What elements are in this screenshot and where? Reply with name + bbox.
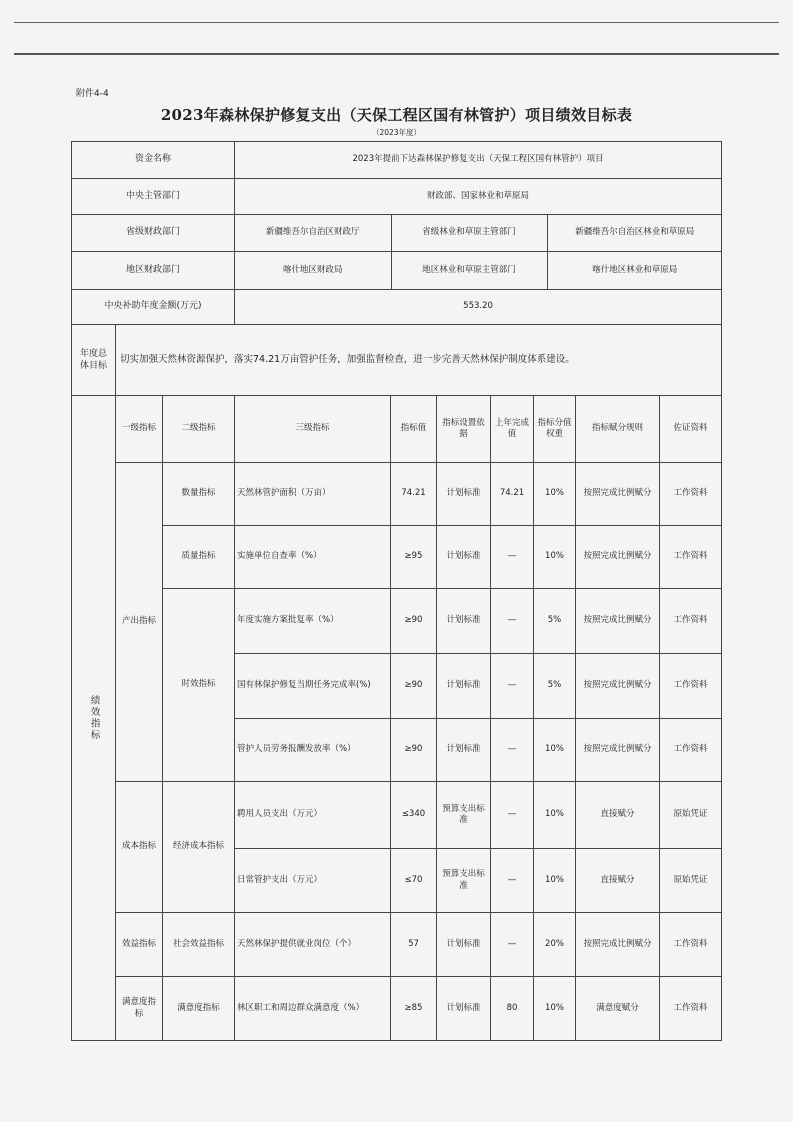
row-value: ≥95 [391, 526, 437, 589]
local-forestry-value: 喀什地区林业和草原局 [547, 252, 722, 289]
row-basis: 计划标准 [437, 913, 491, 977]
level2-economic-cost: 经济成本指标 [163, 782, 235, 913]
row-name: 日常管护支出（万元） [235, 849, 391, 913]
row-prev: — [491, 849, 534, 913]
row-name: 天然林管护面积（万亩） [235, 463, 391, 526]
row-rule: 按照完成比例赋分 [576, 526, 660, 589]
row-prev: — [491, 589, 534, 654]
row-value: ≥90 [391, 654, 437, 719]
header-prev: 上年完成值 [491, 396, 534, 463]
row-rule: 按照完成比例赋分 [576, 913, 660, 977]
level2-timeliness: 时效指标 [163, 589, 235, 782]
objective-text: 切实加强天然林资源保护，落实74.21万亩管护任务，加强监督检查，进一步完善天然林保护制度体系建设。 [116, 325, 722, 396]
performance-table [71, 141, 722, 1041]
amount-value: 553.20 [235, 290, 722, 325]
indicators-section-label: 绩效指标 [72, 396, 116, 1041]
row-evidence: 工作资料 [660, 654, 722, 719]
row-basis: 计划标准 [437, 719, 491, 782]
row-prev: — [491, 654, 534, 719]
row-weight: 10% [534, 719, 576, 782]
prov-forestry-label: 省级林业和草原主管部门 [391, 215, 547, 251]
row-prev: 80 [491, 977, 534, 1041]
row-name: 实施单位自查率（%） [235, 526, 391, 589]
row-prev: — [491, 782, 534, 849]
row-value: ≥85 [391, 977, 437, 1041]
row-name: 天然林保护提供就业岗位（个） [235, 913, 391, 977]
fund-name-label: 资金名称 [72, 142, 235, 179]
annex-label: 附件4-4 [76, 89, 109, 99]
row-rule: 满意度赋分 [576, 977, 660, 1041]
level1-cost: 成本指标 [116, 782, 163, 913]
row-value: 74.21 [391, 463, 437, 526]
row-weight: 5% [534, 654, 576, 719]
row-value: ≥90 [391, 719, 437, 782]
prov-finance-value: 新疆维吾尔自治区财政厅 [265, 227, 360, 238]
fund-name-value: 2023年提前下达森林保护修复支出（天保工程区国有林管护）项目 [235, 142, 722, 179]
level1-benefit: 效益指标 [116, 913, 163, 977]
header-level2: 二级指标 [163, 396, 235, 463]
objective-label: 年度总体目标 [72, 325, 116, 396]
row-name: 年度实施方案批复率（%） [235, 589, 391, 654]
header-basis: 指标设置依据 [437, 396, 491, 463]
level2-quantity: 数量指标 [163, 463, 235, 526]
page-title: 2023年森林保护修复支出（天保工程区国有林管护）项目绩效目标表 [160, 106, 633, 124]
row-prev: — [491, 526, 534, 589]
row-prev: — [491, 913, 534, 977]
central-dept-value: 财政部、国家林业和草原局 [235, 179, 722, 215]
header-weight: 指标分值权重 [534, 396, 576, 463]
header-evidence: 佐证资料 [660, 396, 722, 463]
central-dept-label: 中央主管部门 [72, 179, 235, 215]
row-name: 国有林保护修复当期任务完成率(%) [235, 654, 391, 719]
header-level3: 三级指标 [235, 396, 391, 463]
level1-satisfaction: 满意度指标 [116, 977, 163, 1041]
row-value: ≤70 [391, 849, 437, 913]
level2-satisfaction: 满意度指标 [163, 977, 235, 1041]
row-evidence: 工作资料 [660, 977, 722, 1041]
local-finance-value: 喀什地区财政局 [282, 264, 343, 275]
row-evidence: 工作资料 [660, 719, 722, 782]
row-weight: 10% [534, 463, 576, 526]
row-weight: 20% [534, 913, 576, 977]
header-rule: 指标赋分规则 [576, 396, 660, 463]
row-basis: 计划标准 [437, 589, 491, 654]
level2-quality: 质量指标 [163, 526, 235, 589]
header-level1: 一级指标 [116, 396, 163, 463]
row-name: 管护人员劳务报酬发放率（%） [235, 719, 391, 782]
level2-social-benefit: 社会效益指标 [163, 913, 235, 977]
row-basis: 计划标准 [437, 526, 491, 589]
amount-label: 中央补助年度金额(万元) [72, 290, 235, 325]
header-value: 指标值 [391, 396, 437, 463]
row-evidence: 工作资料 [660, 913, 722, 977]
row-weight: 10% [534, 782, 576, 849]
row-basis: 计划标准 [437, 977, 491, 1041]
row-rule: 按照完成比例赋分 [576, 654, 660, 719]
row-weight: 5% [534, 589, 576, 654]
row-prev: — [491, 719, 534, 782]
row-basis: 预算支出标准 [437, 849, 491, 913]
level1-output: 产出指标 [116, 463, 163, 782]
row-basis: 计划标准 [437, 654, 491, 719]
row-rule: 按照完成比例赋分 [576, 719, 660, 782]
row-rule: 直接赋分 [576, 849, 660, 913]
row-basis: 预算支出标准 [437, 782, 491, 849]
row-evidence: 原始凭证 [660, 849, 722, 913]
row-weight: 10% [534, 849, 576, 913]
row-evidence: 工作资料 [660, 463, 722, 526]
year-label: （2023年度） [371, 128, 422, 137]
row-evidence: 原始凭证 [660, 782, 722, 849]
row-name: 聘用人员支出（万元） [235, 782, 391, 849]
row-value: ≥90 [391, 589, 437, 654]
row-prev: 74.21 [491, 463, 534, 526]
row-value: 57 [391, 913, 437, 977]
prov-forestry-value: 新疆维吾尔自治区林业和草原局 [547, 215, 722, 251]
local-finance-label: 地区财政部门 [72, 252, 235, 290]
row-rule: 按照完成比例赋分 [576, 589, 660, 654]
prov-finance-label: 省级财政部门 [72, 215, 235, 252]
row-rule: 按照完成比例赋分 [576, 463, 660, 526]
row-evidence: 工作资料 [660, 526, 722, 589]
row-name: 林区职工和周边群众满意度（%） [235, 977, 391, 1041]
row-value: ≤340 [391, 782, 437, 849]
row-basis: 计划标准 [437, 463, 491, 526]
row-weight: 10% [534, 977, 576, 1041]
row-rule: 直接赋分 [576, 782, 660, 849]
row-weight: 10% [534, 526, 576, 589]
local-forestry-label: 地区林业和草原主管部门 [391, 252, 547, 289]
row-evidence: 工作资料 [660, 589, 722, 654]
